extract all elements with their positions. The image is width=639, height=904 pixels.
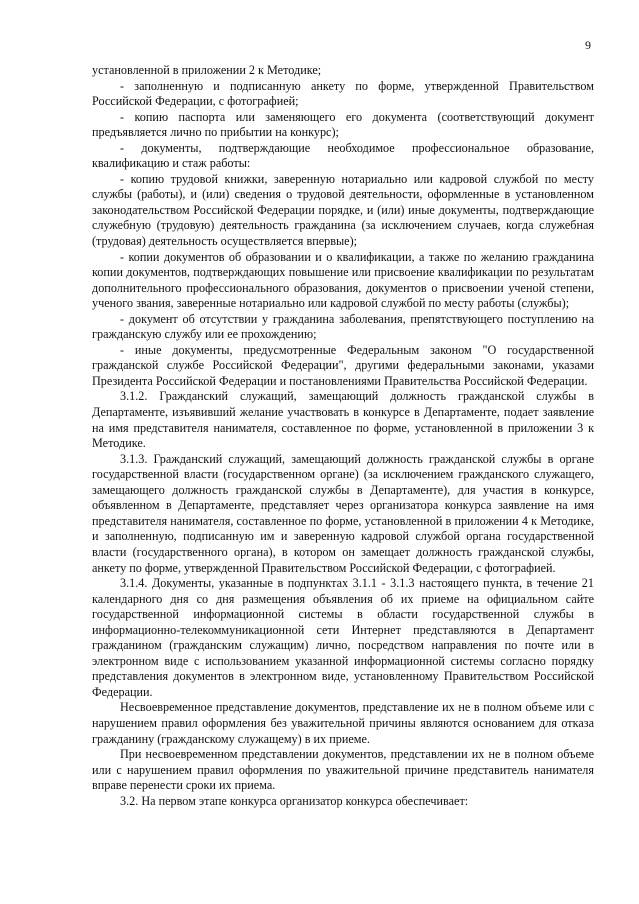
paragraph: 3.1.2. Гражданский служащий, замещающий должность гражданской службы в Департаменте, изъявивший желание участвовать в конкурсе в Департаменте, подает заявление на имя представителя нанимателя, составленное по форме, установленной в приложении 3 к Методике. — [92, 389, 594, 451]
paragraph: 3.1.3. Гражданский служащий, замещающий должность гражданской службы в органе государственной власти (государственном органе) (за исключением гражданского служащего, замещающего должность гражданской службы в Департаменте), для участия в конкурсе, объявленном в Департаменте, представляет через организатора конкурса заявление на имя представителя нанимателя, составленное по форме, установленной в приложении 4 к Методике, и заполненную, подписанную им и заверенную кадровой службой органа государственной власти (государственного органа), в котором он замещает должность гражданской службы, анкету по форме, утвержденной Правительством Российской Федерации, с фотографией. — [92, 451, 594, 575]
paragraph: - заполненную и подписанную анкету по форме, утвержденной Правительством Российской Федерации, с фотографией; — [92, 78, 594, 109]
document-body — [92, 63, 594, 809]
paragraph: - документы, подтверждающие необходимое профессиональное образование, квалификацию и стаж работы: — [92, 140, 594, 171]
paragraph: - копии документов об образовании и о квалификации, а также по желанию гражданина копии документов, подтверждающих повышение или присвоение квалификации по результатам дополнительного профессионального образования, документов о присвоении ученой степени, ученого звания, заверенные нотариально или кадровой службой по месту работы (службы); — [92, 249, 594, 311]
paragraph: - копию трудовой книжки, заверенную нотариально или кадровой службой по месту службы (работы), и (или) сведения о трудовой деятельности, оформленные в установленном законодательством Российской Федерации порядке, и (или) иные документы, подтверждающие служебную (трудовую) деятельность гражданина (за исключением случаев, когда служебная (трудовая) деятельность осуществляется впервые); — [92, 171, 594, 249]
page-number: 9 — [585, 38, 591, 52]
paragraph: 3.2. На первом этапе конкурса организатор конкурса обеспечивает: — [120, 793, 469, 808]
paragraph: - копию паспорта или заменяющего его документа (соответствующий документ предъявляется лично по прибытии на конкурс); — [92, 109, 594, 140]
paragraph: Несвоевременное представление документов, представление их не в полном объеме или с нарушением правил оформления без уважительной причины являются основанием для отказа гражданину (гражданскому служащему) в их приеме. — [92, 700, 594, 746]
paragraph: установленной в приложении 2 к Методике; — [92, 63, 322, 77]
paragraph: - документ об отсутствии у гражданина заболевания, препятствующего поступлению на гражданскую службу или ее прохождению; — [92, 311, 594, 342]
paragraph: При несвоевременном представлении документов, представлении их не в полном объеме или с нарушением правил оформления по уважительной причине представитель нанимателя вправе перенести сроки их приема. — [92, 747, 594, 793]
paragraph: 3.1.4. Документы, указанные в подпунктах 3.1.1 - 3.1.3 настоящего пункта, в течение 21 календарного дня со дня размещения объявления об их приеме на официальном сайте государственной информационной системы в области государственной службы в информационно-телекоммуникационной сети Интернет представляются в Департамент гражданином (гражданским служащим) лично, посредством направления по почте или в электронном виде с использованием указанной информационной системы согласно порядку представления документов в электронном виде, установленному Правительством Российской Федерации. — [92, 576, 594, 699]
paragraph: - иные документы, предусмотренные Федеральным законом "О государственной гражданской службе Российской Федерации", другими федеральными законами, указами Президента Российской Федерации и постановлениями Правительства Российской Федерации. — [92, 342, 594, 388]
